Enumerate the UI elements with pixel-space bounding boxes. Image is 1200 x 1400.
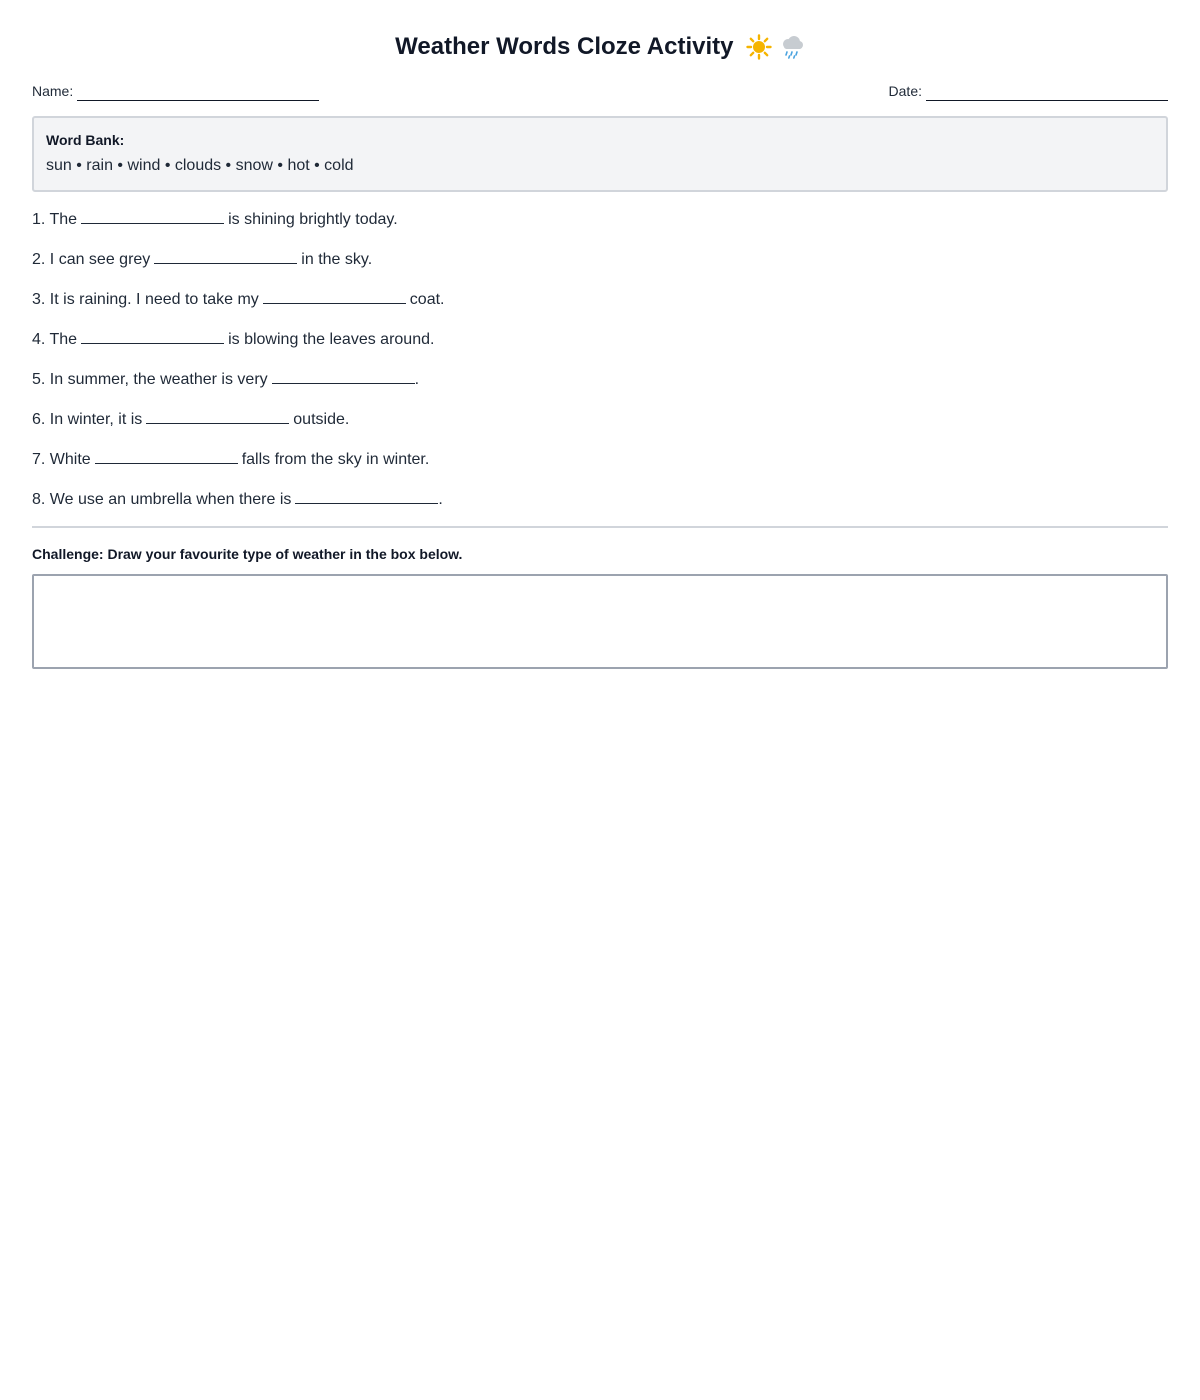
- question-text-before: In winter, it is: [49, 411, 143, 428]
- name-line[interactable]: [77, 85, 319, 101]
- worksheet-page: [0, 0, 1200, 669]
- answer-blank[interactable]: [154, 249, 297, 264]
- question-text-after: falls from the sky in winter.: [241, 451, 430, 468]
- question-text-after: is shining brightly today.: [228, 211, 398, 228]
- question-number: 5.: [32, 371, 46, 388]
- answer-blank[interactable]: [81, 209, 224, 224]
- question-number: 3.: [32, 291, 46, 308]
- question-number: 1.: [32, 211, 46, 228]
- date-line[interactable]: [926, 85, 1168, 101]
- word-bank: [32, 116, 1168, 192]
- title-text: Weather Words Cloze Activity: [395, 33, 734, 60]
- question-text-after: is blowing the leaves around.: [228, 331, 435, 348]
- question-number: 7.: [32, 451, 46, 468]
- drawing-box[interactable]: [32, 574, 1168, 669]
- word-bank-words: sun • rain • wind • clouds • snow • hot • cold: [46, 157, 354, 174]
- name-label: Name:: [32, 83, 74, 99]
- question-text-after: outside.: [293, 411, 350, 428]
- student-info-row: [32, 81, 1168, 101]
- question-text-before: It is raining. I need to take my: [49, 291, 259, 308]
- answer-blank[interactable]: [263, 289, 406, 304]
- question-5: [32, 368, 1168, 408]
- question-4: [32, 328, 1168, 368]
- question-number: 6.: [32, 411, 46, 428]
- question-3: [32, 288, 1168, 328]
- question-number: 4.: [32, 331, 46, 348]
- question-7: [32, 448, 1168, 488]
- question-1: [32, 208, 1168, 248]
- page-title: [32, 0, 1168, 61]
- date-field[interactable]: [889, 81, 1168, 101]
- weather-icons: [746, 34, 805, 62]
- question-2: [32, 248, 1168, 288]
- answer-blank[interactable]: [95, 449, 238, 464]
- question-number: 2.: [32, 251, 46, 268]
- answer-blank[interactable]: [81, 329, 224, 344]
- question-text-after: .: [414, 371, 420, 388]
- answer-blank[interactable]: [295, 489, 438, 504]
- sun-icon: [746, 34, 772, 60]
- name-field[interactable]: [32, 81, 319, 101]
- question-text-before: In summer, the weather is very: [49, 371, 268, 388]
- date-label: Date:: [888, 83, 922, 99]
- question-number: 8.: [32, 491, 46, 508]
- question-text-after: coat.: [409, 291, 445, 308]
- question-list: [32, 208, 1168, 528]
- question-text-after: in the sky.: [301, 251, 373, 268]
- cloud-rain-icon: [779, 34, 805, 60]
- question-text-before: The: [49, 331, 78, 348]
- question-text-before: I can see grey: [49, 251, 151, 268]
- answer-blank[interactable]: [146, 409, 289, 424]
- answer-blank[interactable]: [272, 369, 415, 384]
- question-6: [32, 408, 1168, 448]
- question-text-before: The: [49, 211, 78, 228]
- section-divider: [32, 526, 1168, 528]
- question-8: [32, 488, 1168, 528]
- word-bank-label: Word Bank:: [46, 132, 125, 148]
- question-text-after: .: [438, 491, 443, 508]
- question-text-before: We use an umbrella when there is: [49, 491, 292, 508]
- question-text-before: White: [49, 451, 91, 468]
- challenge-instructions: Challenge: Draw your favourite type of weather in the box below.: [32, 546, 463, 562]
